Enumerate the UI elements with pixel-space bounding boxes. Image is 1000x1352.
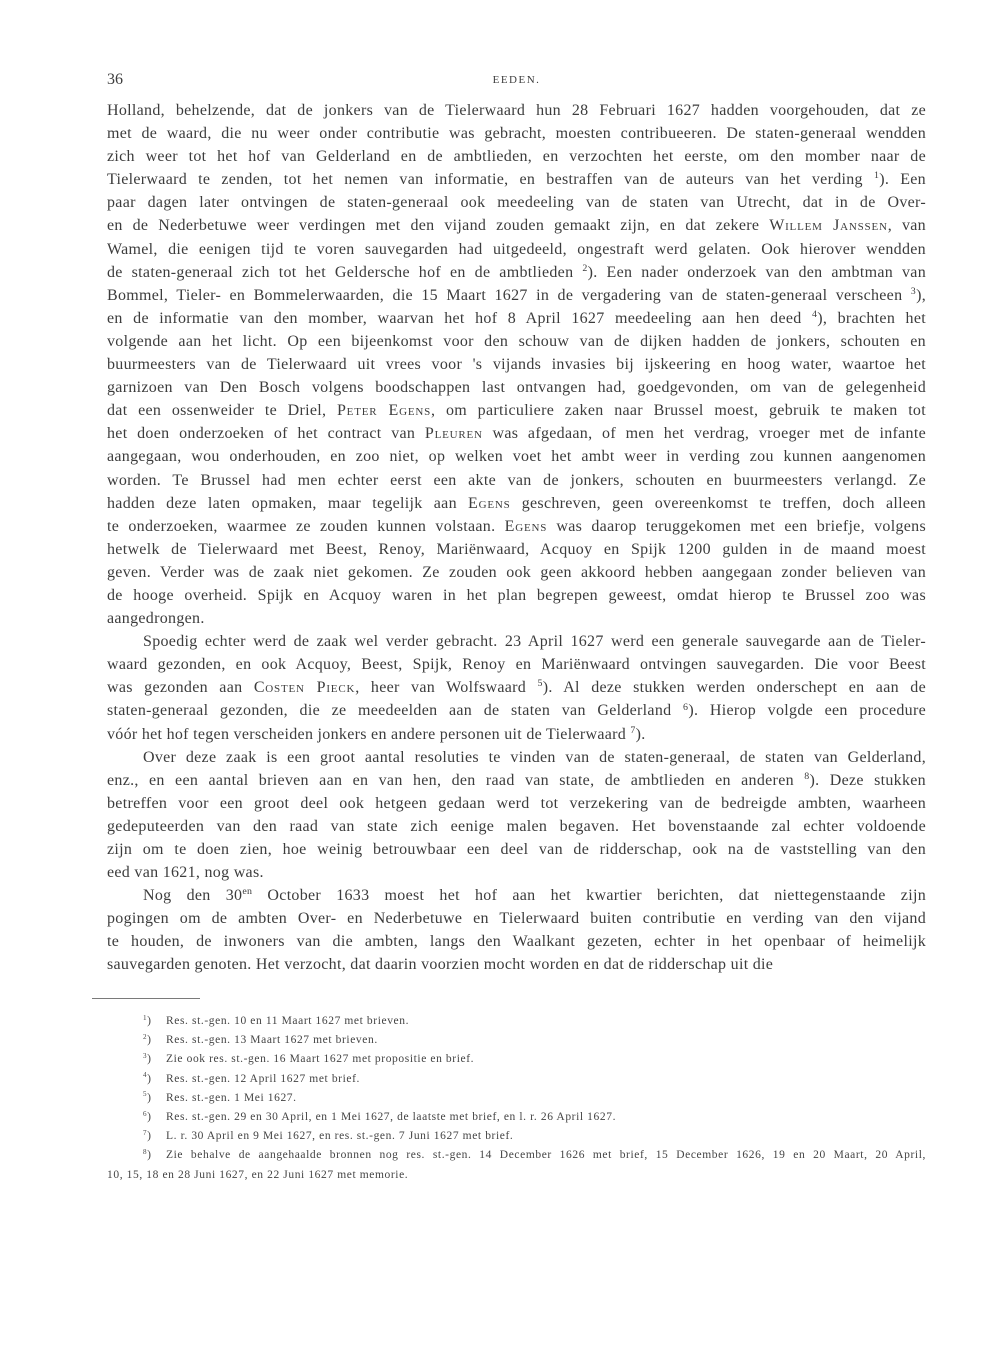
footnote-line: $^8$) Zie behalve de aangehaalde bronnen nog res. st.-gen. 14 December 1626 met brief, 15 December 1626, 19 en 20 Maart, 20 April, [107,1146,926,1165]
small-caps-name: Egens [504,517,548,535]
text-line: de hooge overheid. Spijk en Acquoy waren in het plan begrepen geweest, omdat hierop te Brussel zoo was [107,586,926,604]
footnote-reference: 3 [910,285,917,297]
footnote-line: $^7$) L. r. 30 April en 9 Mei 1627, en res. st.-gen. 7 Juni 1627 met brief. [107,1127,926,1146]
footnote-reference: 4 [812,308,818,320]
text-line: te onderzoeken, waarmee ze zouden kunnen volstaan. Egens was daarop teruggekomen met een briefje, volgens [107,517,926,535]
footnote-reference: 1 [143,1013,148,1022]
text-line: geven. Verder was de zaak niet gekomen. Ze zouden ook geen akkoord hebben aangegaan zonder believen van [107,563,926,581]
footnote-reference: 4 [143,1071,148,1080]
text-line: Tielerwaard te zenden, tot het nemen van informatie, en bestraffen van de auteurs van het verding $^1$). Een [107,170,926,189]
footnote-reference: 6 [143,1109,148,1118]
running-title: EEDEN. [492,74,541,86]
footnote-reference: 3 [143,1052,148,1061]
footnote [107,1089,926,1108]
footnote-marker: $^1$) [143,1013,152,1027]
footnote-reference: 5 [143,1090,148,1099]
paragraph [107,884,926,976]
page-header [107,70,926,90]
footnote-line: $^1$) Res. st.-gen. 10 en 11 Maart 1627 met brieven. [107,1012,926,1031]
footnote-reference: 5 [537,678,543,690]
text-line: worden. Te Brussel had men echter eerst een akte van de jonkers, schouten en buurmeesters verlangd. Ze [107,471,926,489]
footnote-reference: 7 [143,1128,148,1137]
text-line: staten-generaal gezonden, die ze meedeelden aan de staten van Gelderland $^6$). Hierop volgde een procedure [107,701,926,720]
small-caps-name: Pleuren [424,425,483,443]
footnote-marker: $^4$) [143,1071,152,1085]
text-line: garnizoen van Den Bosch volgens boodschappen last ontvangen had, goedgevonden, om van de gelegenheid [107,379,926,397]
paragraph [107,630,926,745]
footnote-reference: 6 [683,701,689,713]
footnote-line: $^2$) Res. st.-gen. 13 Maart 1627 met brieven. [107,1031,926,1050]
paragraph [107,746,926,885]
text-line: eed van 1621, nog was. [107,864,264,882]
text-line: en de informatie van den momber, waarvan het hof 8 April 1627 meedeeling aan hen deed $^4$), brachten het [107,308,927,327]
text-line: sauvegarden genoten. Het verzocht, dat daarin voorzien mocht worden en dat de ridderschap uit die [107,956,774,974]
text-line: zich weer tot het hof van Gelderland en de ambtlieden, en verzochten het eerste, om den momber naar de [107,148,926,166]
text-line: volgende aan het licht. Op een bijeenkomst voor den schouw van de dijken hadden de jonkers, schouten en [107,332,926,350]
text-line: betreffen voor een groot deel ook hetgeen gedaan werd tot verzekering van de bedreigde ambten, waarheen [107,794,926,812]
text-line: vóór het hof tegen verscheiden jonkers en andere personen uit de Tielerwaard $^7$). [107,724,646,743]
footnote-divider [92,998,200,999]
small-caps-name: Egens [468,494,511,512]
page-number: 36 [107,71,123,88]
footnote-line: $^5$) Res. st.-gen. 1 Mei 1627. [107,1089,926,1108]
text-line: zijn om te doen zien, hoe weinig betrouwbaar een deel van de ridderschap, ook na de vaststelling van den [107,841,926,858]
footnote [107,1031,926,1050]
text-line: Holland, behelzende, dat de jonkers van de Tielerwaard hun 28 Februari 1627 hadden voorgehouden, dat ze [107,102,926,119]
footnote-marker: $^8$) [143,1148,152,1162]
text-line: hetwelk de Tielerwaard met Beest, Renoy, Mariënwaard, Acquoy en Spijk 1200 gulden in de maand moest [107,540,926,558]
footnote [107,1108,926,1127]
footnotes [107,1012,926,1185]
text-line: Bommel, Tieler- en Bommelerwaarden, die 15 Maart 1627 in de vergadering van de staten-generaal verscheen $^3$), [107,285,926,304]
paragraph [107,99,926,630]
text-line: en de Nederbetuwe weer verdingen met den vijand zouden gemaakt zijn, en dat zekere Willem Janssen, van [107,217,926,235]
footnote-reference: 2 [143,1032,148,1041]
text-line: dat een ossenweider te Driel, Peter Egens, om particuliere zaken naar Brussel moest, gebruik te maken tot [107,402,926,420]
footnote-line: $^3$) Zie ook res. st.-gen. 16 Maart 1627 met propositie en brief. [107,1050,926,1069]
text-line: te houden, de inwoners van die ambten, langs den Waalkant gezeten, echter in het openbaar of heimelijk [107,933,926,951]
text-line: Wamel, die eenigen tijd te voren sauvegarden had uitgedeeld, ongestraft werd gelaten. Ook hierover wendden [107,240,926,258]
text-line: aangegaan, wou onderhouden, en zoo niet, op welken voet het ambt weer in verding zou kunnen aangenomen [107,448,926,466]
footnote-reference: 1 [873,170,880,182]
footnote-line: $^4$) Res. st.-gen. 12 April 1627 met brief. [107,1070,926,1089]
small-caps-name: Peter Egens [336,402,432,420]
footnote-reference: 8 [143,1148,148,1157]
footnote-marker: $^7$) [143,1128,152,1143]
footnote-marker: $^5$) [143,1090,152,1104]
text-line: Spoedig echter werd de zaak wel verder gebracht. 23 April 1627 werd een generale sauvegarde aan de Tieler- [143,633,926,651]
text-line: het doen onderzoeken of het contract van Pleuren was afgedaan, of men het verdrag, vroeger met de infante [107,425,927,443]
footnote [107,1050,926,1069]
footnote-line: $^6$) Res. st.-gen. 29 en 30 April, en 1 Mei 1627, de laatste met brief, en l. r. 26 April 1627. [107,1108,926,1127]
text-line: de staten-generaal zich tot het Geldersche hof en de ambtlieden $^2$). Een nader onderzoek van den ambtman van [107,262,927,281]
footnote [107,1146,926,1184]
footnote [107,1070,926,1089]
text-line: waard gezonden, en ook Acquoy, Beest, Spijk, Renoy en Mariënwaard ontvingen sauvegarden. Die voor Beest [107,656,926,674]
footnote-reference: 2 [582,262,588,274]
text-line: pogingen om de ambten Over- en Nederbetuwe en Tielerwaard buiten contributie en verding van den vijand [107,910,926,928]
footnote-marker: $^6$) [143,1109,152,1123]
footnote-marker: $^3$) [143,1052,152,1066]
body-text [107,99,926,977]
superscript-text: en [242,886,253,898]
text-line: Over deze zaak is een groot aantal resoluties te vinden van de staten-generaal, de staten van Gelderland, [143,748,926,766]
text-line: buurmeesters van de Tielerwaard uit vrees voor 's vijands invasies bij ijskeering en hoog water, waartoe het [107,356,926,374]
footnote [107,1127,926,1146]
footnote-marker: $^2$) [143,1032,152,1047]
text-line: enz., en een aantal brieven aan en van hen, den raad van state, de ambtlieden en anderen $^8$). Deze stukken [107,770,926,789]
small-caps-name: Costen Pieck [253,679,356,697]
text-line: paar dagen later ontvingen de staten-generaal ook meedeeling van de staten van Utrecht, dat in de Over- [107,194,926,212]
text-line: gedeputeerden van den raad van state zich eenige malen begaven. Het bovenstaande zal echter voldoende [107,817,926,835]
text-line: aangedrongen. [107,610,205,628]
footnote-reference: 7 [630,724,636,736]
footnote-line: 10, 15, 18 en 28 Juni 1627, en 22 Juni 1627 met memorie. [107,1168,409,1181]
text-line: hadden deze laten opmaken, maar tegelijk aan Egens geschreven, geen overeenkomst te treffen, doch alleen [107,494,926,512]
text-line: Nog den $30^{en}$ October 1633 moest het hof aan het kwartier berichten, dat niettegenstaande zijn [143,886,926,905]
text-line: was gezonden aan Costen Pieck, heer van Wolfswaard $^5$). Al deze stukken werden onderschept en aan de [107,678,927,697]
text-line: met de waard, die nu weer onder contributie was gebracht, moesten contribueeren. De staten-generaal wendden [107,125,926,143]
footnote [107,1012,926,1031]
small-caps-name: Willem Janssen [769,217,888,235]
footnote-reference: 8 [804,770,810,782]
